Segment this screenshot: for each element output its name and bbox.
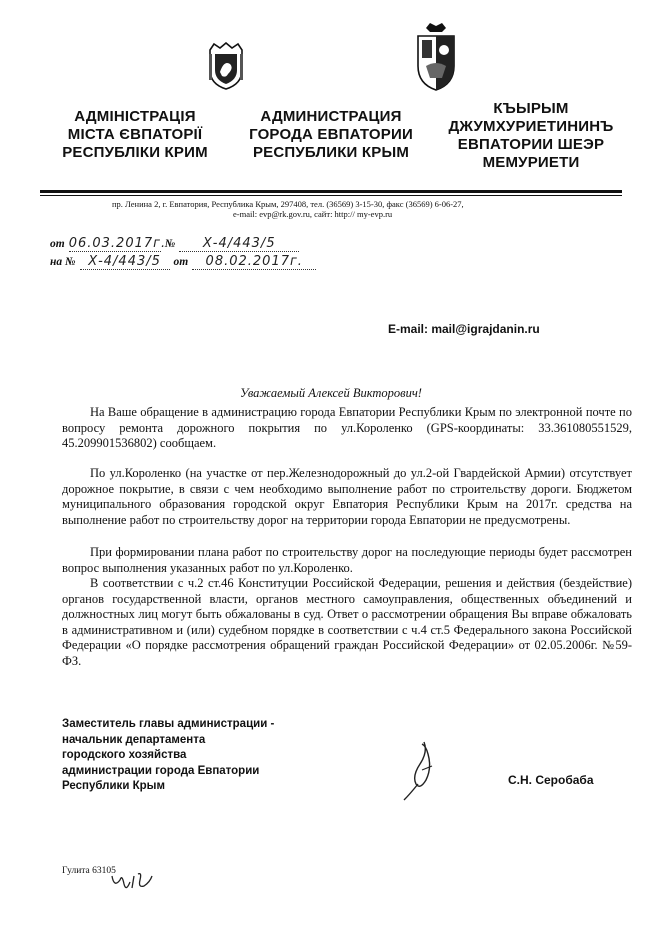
coat-of-arms-right-icon: [412, 22, 460, 92]
contact-address: пр. Ленина 2, г. Евпатория, Республика Крым, 297408, тел. (36569) 3-15-30, факс (36569) 6-06-27,: [112, 199, 464, 209]
header-right-line: ДЖУМХУРИЕТИНИНЪ: [448, 118, 614, 135]
signatory-title-line: городского хозяйства: [62, 749, 187, 761]
outgoing-number: Х-4/443/5: [179, 236, 299, 252]
recipient-email: E-mail: mail@igrajdanin.ru: [388, 322, 540, 336]
header-left-line: МІСТА ЄВПАТОРІЇ: [67, 126, 203, 143]
coat-of-arms-left-icon: [206, 42, 246, 90]
header-rule-thin: [40, 195, 622, 196]
header-center-line: АДМИНИСТРАЦИЯ: [260, 108, 402, 125]
signatory-name: С.Н. Серобаба: [508, 773, 594, 787]
header-left-line: РЕСПУБЛІКИ КРИМ: [62, 144, 208, 161]
signatory-title-line: администрации города Евпатории: [62, 764, 260, 777]
body-paragraph: На Ваше обращение в администрацию города Евпатории Республики Крым по электронной почте по вопросу ремонта дорожного покрытия по ул.Короленко (GPS-координаты: 33.361080551529, 45.209901536802) сообщаем.: [62, 405, 632, 450]
header-right-line: КЪЫРЫМ: [493, 100, 569, 117]
header-left-line: АДМІНІСТРАЦІЯ: [74, 108, 196, 125]
body-paragraph: В соответствии с ч.2 ст.46 Конституции Российской Федерации, решения и действия (бездействие) органов государственной власти, органов местного самоуправления, общественных объединений и должностных лиц могут быть обжалованы в суд. Ответ о рассмотрении обращения Вы вправе обжаловать в административном и (или) судебном порядке в соответствии с ч.4 ст.5 Федерального закона Российской Федерации «О порядке рассмотрения обращений граждан Российской Федерации» от 02.05.2006г. №59-ФЗ.: [62, 576, 632, 668]
executor-note: Гулита 63105: [62, 866, 116, 876]
header-center-line: ГОРОДА ЕВПАТОРИИ: [249, 126, 413, 143]
header-right-line: МЕМУРИЕТИ: [482, 154, 580, 171]
incoming-date: 08.02.2017г.: [192, 254, 316, 270]
greeting: Уважаемый Алексей Викторович!: [240, 386, 422, 400]
header-right-line: ЕВПАТОРИИ ШЕЭР: [457, 136, 605, 153]
executor-initials-scribble: [108, 870, 156, 894]
body-paragraph: При формировании плана работ по строительству дорог на последующие периоды будет рассмотрен вопрос выполнения указанных работ по ул.Короленко.: [62, 545, 632, 575]
handwritten-signature: [398, 740, 446, 802]
number-label: №: [164, 238, 176, 250]
to-number-label: на №: [50, 256, 76, 268]
reference-line-2: [50, 252, 316, 270]
header-rule-thick: [40, 190, 622, 193]
header-russian: [236, 108, 426, 162]
signatory-title: [62, 717, 274, 795]
header-ukrainian: [40, 108, 230, 162]
from-label: от: [50, 238, 65, 250]
body-paragraph: По ул.Короленко (на участке от пер.Железнодорожный до ул.2-ой Гвардейской Армии) отсутствует дорожное покрытие, в связи с чем необходимо выполнение работ по строительству дороги. Бюджетом муниципального образования городской округ Евпатория Республики Крым на 2017г. средства на выполнение работ по строительству дорог на территории города Евпатории не предусмотрены.: [62, 466, 632, 527]
incoming-number: Х-4/443/5: [80, 254, 170, 270]
header-crimean-tatar: [436, 100, 626, 172]
contact-email-site: e-mail: evp@rk.gov.ru, сайт: http:// my-evp.ru: [233, 209, 393, 219]
signatory-title-line: начальник департамента: [62, 733, 206, 746]
header-center-line: РЕСПУБЛИКИ КРЫМ: [252, 144, 410, 161]
signatory-title-line: Республики Крым: [62, 780, 165, 792]
reference-line-1: [50, 234, 299, 252]
signatory-title-line: Заместитель главы администрации -: [62, 718, 275, 730]
outgoing-date: 06.03.2017г.: [68, 236, 167, 251]
to-from-label: от: [173, 256, 189, 268]
